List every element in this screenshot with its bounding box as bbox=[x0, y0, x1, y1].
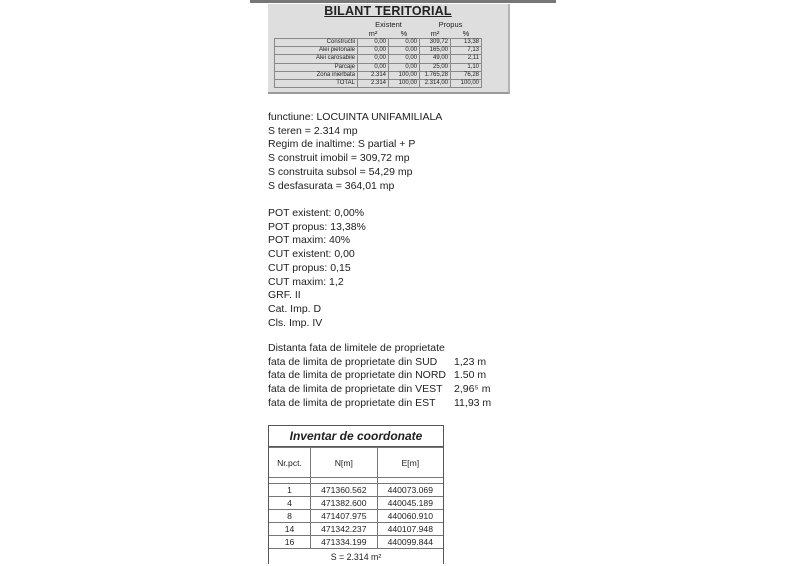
table-row: 16 471334.199 440099.844 bbox=[269, 536, 443, 549]
table-row: 4 471382.600 440045.189 bbox=[269, 497, 443, 510]
distance-row bbox=[268, 369, 487, 383]
distance-label: fata de limita de proprietate din VEST bbox=[268, 383, 443, 396]
indicator-line: POT propus: 13,38% bbox=[268, 220, 366, 233]
table-row: 1 471360.562 440073.069 bbox=[269, 484, 443, 497]
info-line: S desfasurata = 364,01 mp bbox=[268, 179, 395, 192]
distance-value: 11,93 m bbox=[454, 396, 492, 409]
bilant-row: Zona inierbata 2.314 100,00 1.765,28 76,28 bbox=[275, 71, 482, 79]
bilant-row: Constructii 0,00 0,00 309,72 13,38 bbox=[275, 39, 482, 47]
total-area: S = 2.314 m² bbox=[330, 552, 382, 562]
distance-value: 1,23 m bbox=[454, 355, 487, 368]
bilant-title: BILANT TERITORIAL bbox=[324, 4, 452, 18]
header-e: E[m] bbox=[377, 448, 443, 478]
unit-m2: m² bbox=[368, 29, 378, 38]
coordinates-header-row bbox=[269, 448, 443, 478]
distance-label: fata de limita de proprietate din NORD bbox=[268, 369, 447, 382]
unit-pct: % bbox=[400, 29, 408, 38]
distance-row bbox=[268, 396, 492, 411]
distance-row bbox=[268, 383, 491, 397]
info-line: S construita subsol = 54,29 mp bbox=[268, 165, 413, 178]
unit-pct: % bbox=[462, 29, 470, 38]
header-n: N[m] bbox=[311, 448, 378, 478]
info-line: Regim de inaltime: S partial + P bbox=[268, 138, 416, 151]
distance-row bbox=[268, 355, 487, 370]
distance-label: fata de limita de proprietate din EST bbox=[268, 396, 436, 409]
info-line: functiune: LOCUINTA UNIFAMILIALA bbox=[268, 111, 443, 123]
indicator-line: CUT propus: 0,15 bbox=[268, 261, 351, 274]
indicator-line: GRF. II bbox=[268, 289, 301, 302]
indicator-line: POT existent: 0,00% bbox=[268, 207, 365, 219]
coordinates-table bbox=[269, 447, 443, 549]
bilant-row: Alei pietonale 0,00 0,00 165,00 7,13 bbox=[275, 47, 482, 55]
coordinates-inventory bbox=[268, 425, 444, 564]
property-distances bbox=[268, 342, 492, 410]
bilant-table bbox=[274, 20, 482, 88]
general-info bbox=[268, 111, 442, 193]
group-propus: Propus bbox=[438, 20, 463, 29]
bilant-row: Alei carosabile 0,00 0,00 49,00 2,11 bbox=[275, 55, 482, 63]
indicator-line: Cat. Imp. D bbox=[268, 302, 322, 315]
header-nr: Nr.pct. bbox=[269, 448, 311, 478]
indicator-line: POT maxim: 40% bbox=[268, 234, 351, 247]
table-row: 14 471342.237 440107.948 bbox=[269, 523, 443, 536]
bilant-group-header bbox=[275, 20, 482, 29]
indicator-line: CUT existent: 0,00 bbox=[268, 248, 355, 261]
distance-value: 2,96⁵ m bbox=[454, 383, 491, 396]
bilant-teritorial-card bbox=[268, 4, 510, 94]
indicator-line: CUT maxim: 1,2 bbox=[268, 275, 344, 288]
group-existent: Existent bbox=[375, 20, 402, 29]
table-row: 8 471407.975 440060.910 bbox=[269, 510, 443, 523]
unit-m2: m² bbox=[430, 29, 440, 38]
bilant-row-total: TOTAL 2.314 100,00 2.314,00 100,00 bbox=[275, 80, 482, 88]
distances-title: Distanta fata de limitele de proprietate bbox=[268, 342, 445, 354]
urban-indicators bbox=[268, 207, 366, 330]
distance-value: 1.50 m bbox=[454, 369, 487, 382]
info-line: S construit imobil = 309,72 mp bbox=[268, 152, 410, 165]
bilant-row: Parcaje 0,00 0,00 25,00 1,10 bbox=[275, 63, 482, 71]
indicator-line: Cls. Imp. IV bbox=[268, 316, 323, 329]
distance-label: fata de limita de proprietate din SUD bbox=[268, 355, 438, 368]
bilant-unit-header bbox=[275, 29, 482, 39]
info-line: S teren = 2.314 mp bbox=[268, 124, 358, 137]
top-border-line bbox=[250, 0, 556, 3]
coordinates-title: Inventar de coordonate bbox=[269, 426, 443, 447]
